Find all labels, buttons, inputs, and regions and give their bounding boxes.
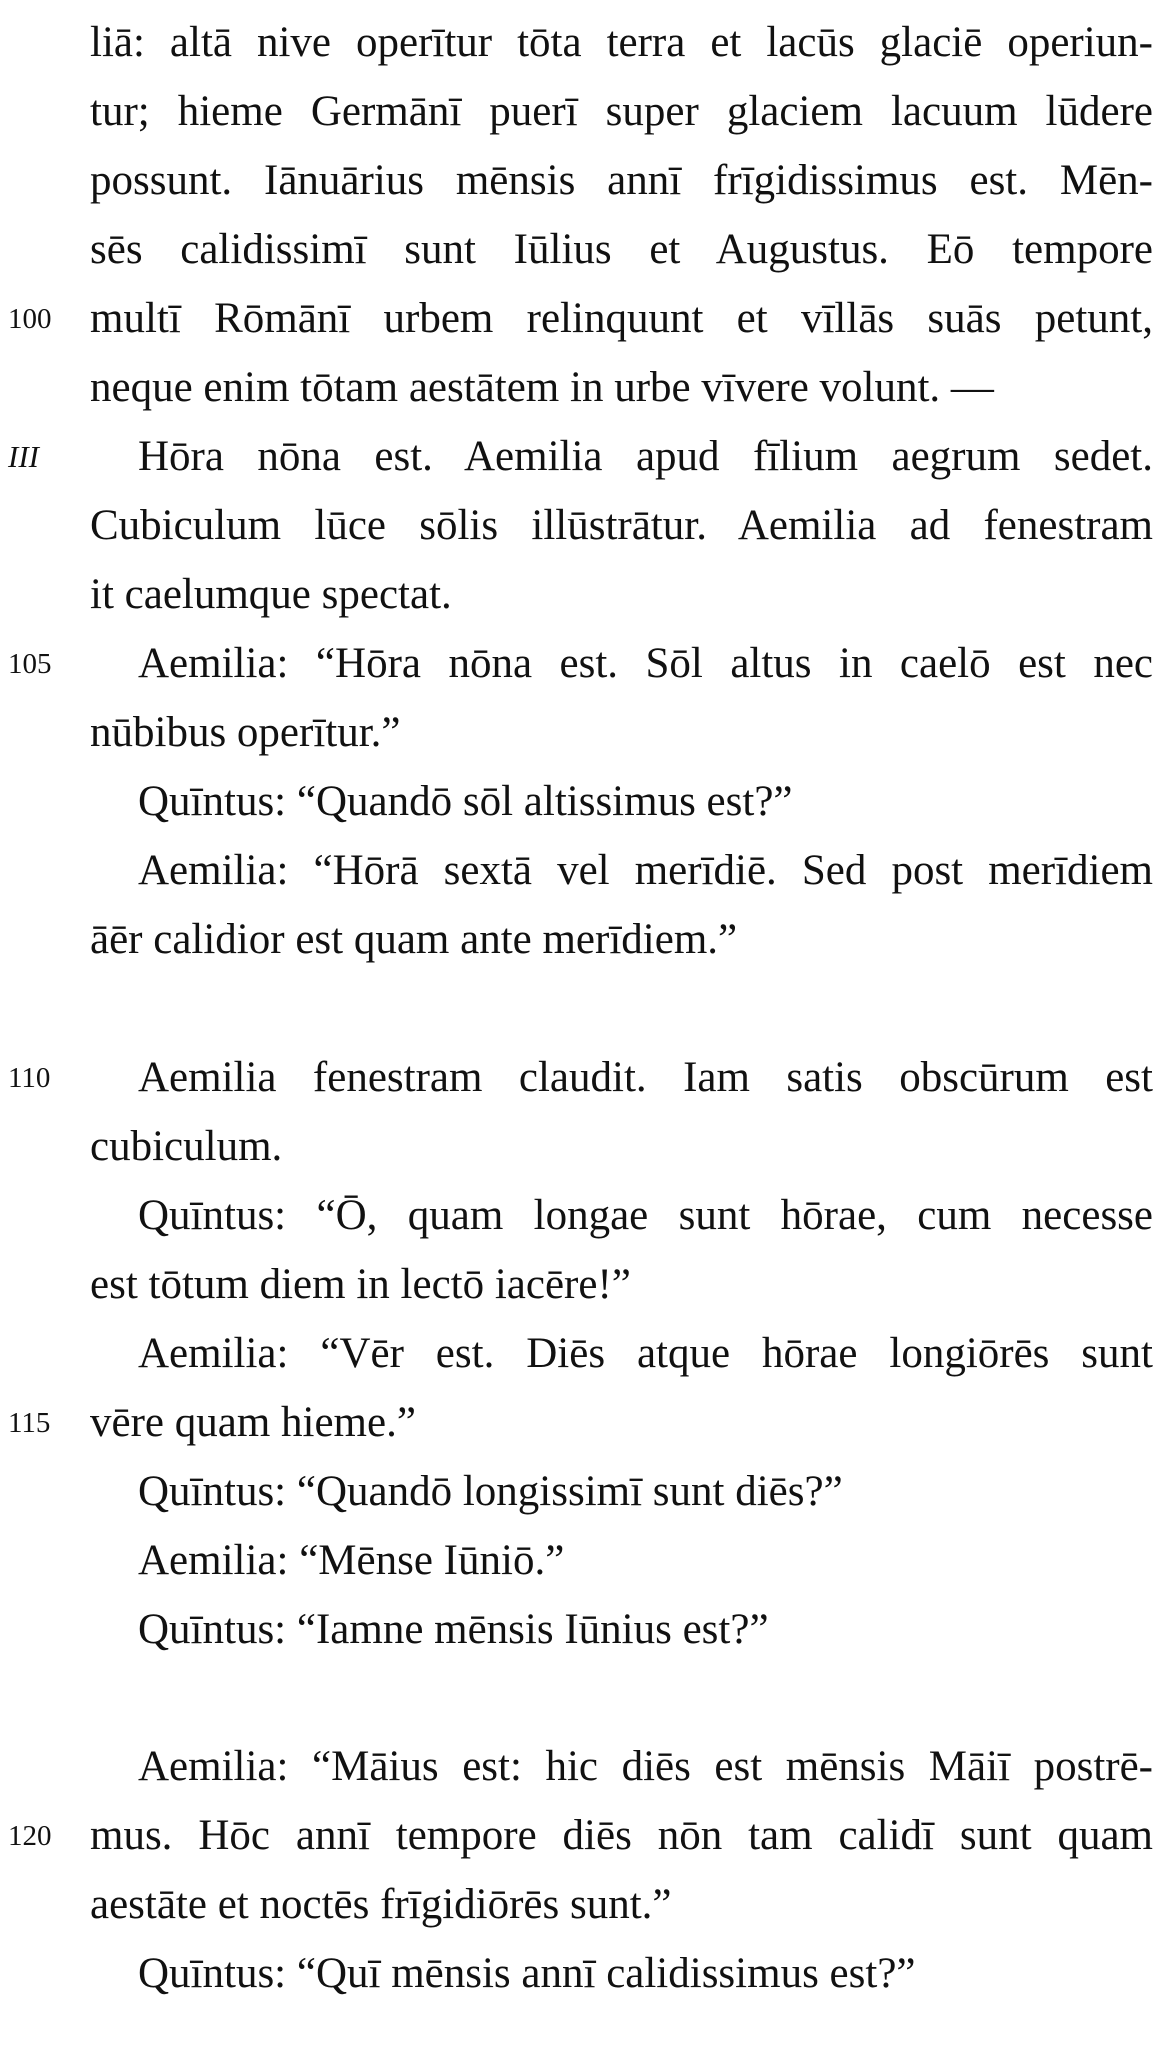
line-number-105: 105 bbox=[8, 648, 52, 680]
line-number-100: 100 bbox=[8, 303, 52, 335]
text-line: Quīntus: “Quī mēnsis annī calidissimus est?” bbox=[138, 1950, 916, 1997]
line-number-110: 110 bbox=[8, 1062, 51, 1094]
section-number-iii: III bbox=[8, 439, 39, 474]
text-line: vēre quam hieme.” bbox=[90, 1399, 416, 1446]
text-line: Aemilia: “Hōra nōna est. Sōl altus in caelō est nec bbox=[138, 640, 1153, 687]
text-line: est tōtum diem in lectō iacēre!” bbox=[90, 1261, 631, 1308]
text-line: āēr calidior est quam ante merīdiem.” bbox=[90, 916, 738, 963]
text-line: nūbibus operītur.” bbox=[90, 709, 401, 756]
text-line: sēs calidissimī sunt Iūlius et Augustus. Eō tempore bbox=[90, 226, 1153, 273]
text-line: Quīntus: “Ō, quam longae sunt hōrae, cum necesse bbox=[138, 1192, 1153, 1239]
text-line: tur; hieme Germānī puerī super glaciem lacuum lūdere bbox=[90, 88, 1153, 135]
text-line: Aemilia: “Māius est: hic diēs est mēnsis Māiī postrē- bbox=[138, 1743, 1153, 1790]
text-line: Quīntus: “Quandō longissimī sunt diēs?” bbox=[138, 1468, 843, 1515]
text-line: Hōra nōna est. Aemilia apud fīlium aegrum sedet. bbox=[138, 433, 1153, 480]
text-line: it caelumque spectat. bbox=[90, 571, 452, 618]
text-line: Aemilia: “Hōrā sextā vel merīdiē. Sed post merīdiem bbox=[138, 847, 1153, 894]
text-line: aestāte et noctēs frīgidiōrēs sunt.” bbox=[90, 1881, 672, 1928]
text-line: Cubiculum lūce sōlis illūstrātur. Aemilia ad fenestram bbox=[90, 502, 1153, 549]
line-number-115: 115 bbox=[8, 1407, 51, 1439]
text-line: Quīntus: “Iamne mēnsis Iūnius est?” bbox=[138, 1606, 769, 1653]
text-line: Aemilia fenestram claudit. Iam satis obscūrum est bbox=[138, 1054, 1153, 1101]
text-line: cubiculum. bbox=[90, 1123, 283, 1170]
line-number-120: 120 bbox=[8, 1820, 52, 1852]
text-line: Quīntus: “Quandō sōl altissimus est?” bbox=[138, 778, 793, 825]
text-line: possunt. Iānuārius mēnsis annī frīgidissimus est. Mēn- bbox=[90, 157, 1153, 204]
text-line: liā: altā nive operītur tōta terra et lacūs glaciē operiun- bbox=[90, 19, 1153, 66]
text-line: multī Rōmānī urbem relinquunt et vīllās suās petunt, bbox=[90, 295, 1153, 342]
text-line: mus. Hōc annī tempore diēs nōn tam calidī sunt quam bbox=[90, 1812, 1153, 1859]
text-line: Aemilia: “Mēnse Iūniō.” bbox=[138, 1537, 565, 1584]
text-line: neque enim tōtam aestātem in urbe vīvere volunt. — bbox=[90, 364, 994, 411]
text-line: Aemilia: “Vēr est. Diēs atque hōrae longiōrēs sunt bbox=[138, 1330, 1153, 1377]
